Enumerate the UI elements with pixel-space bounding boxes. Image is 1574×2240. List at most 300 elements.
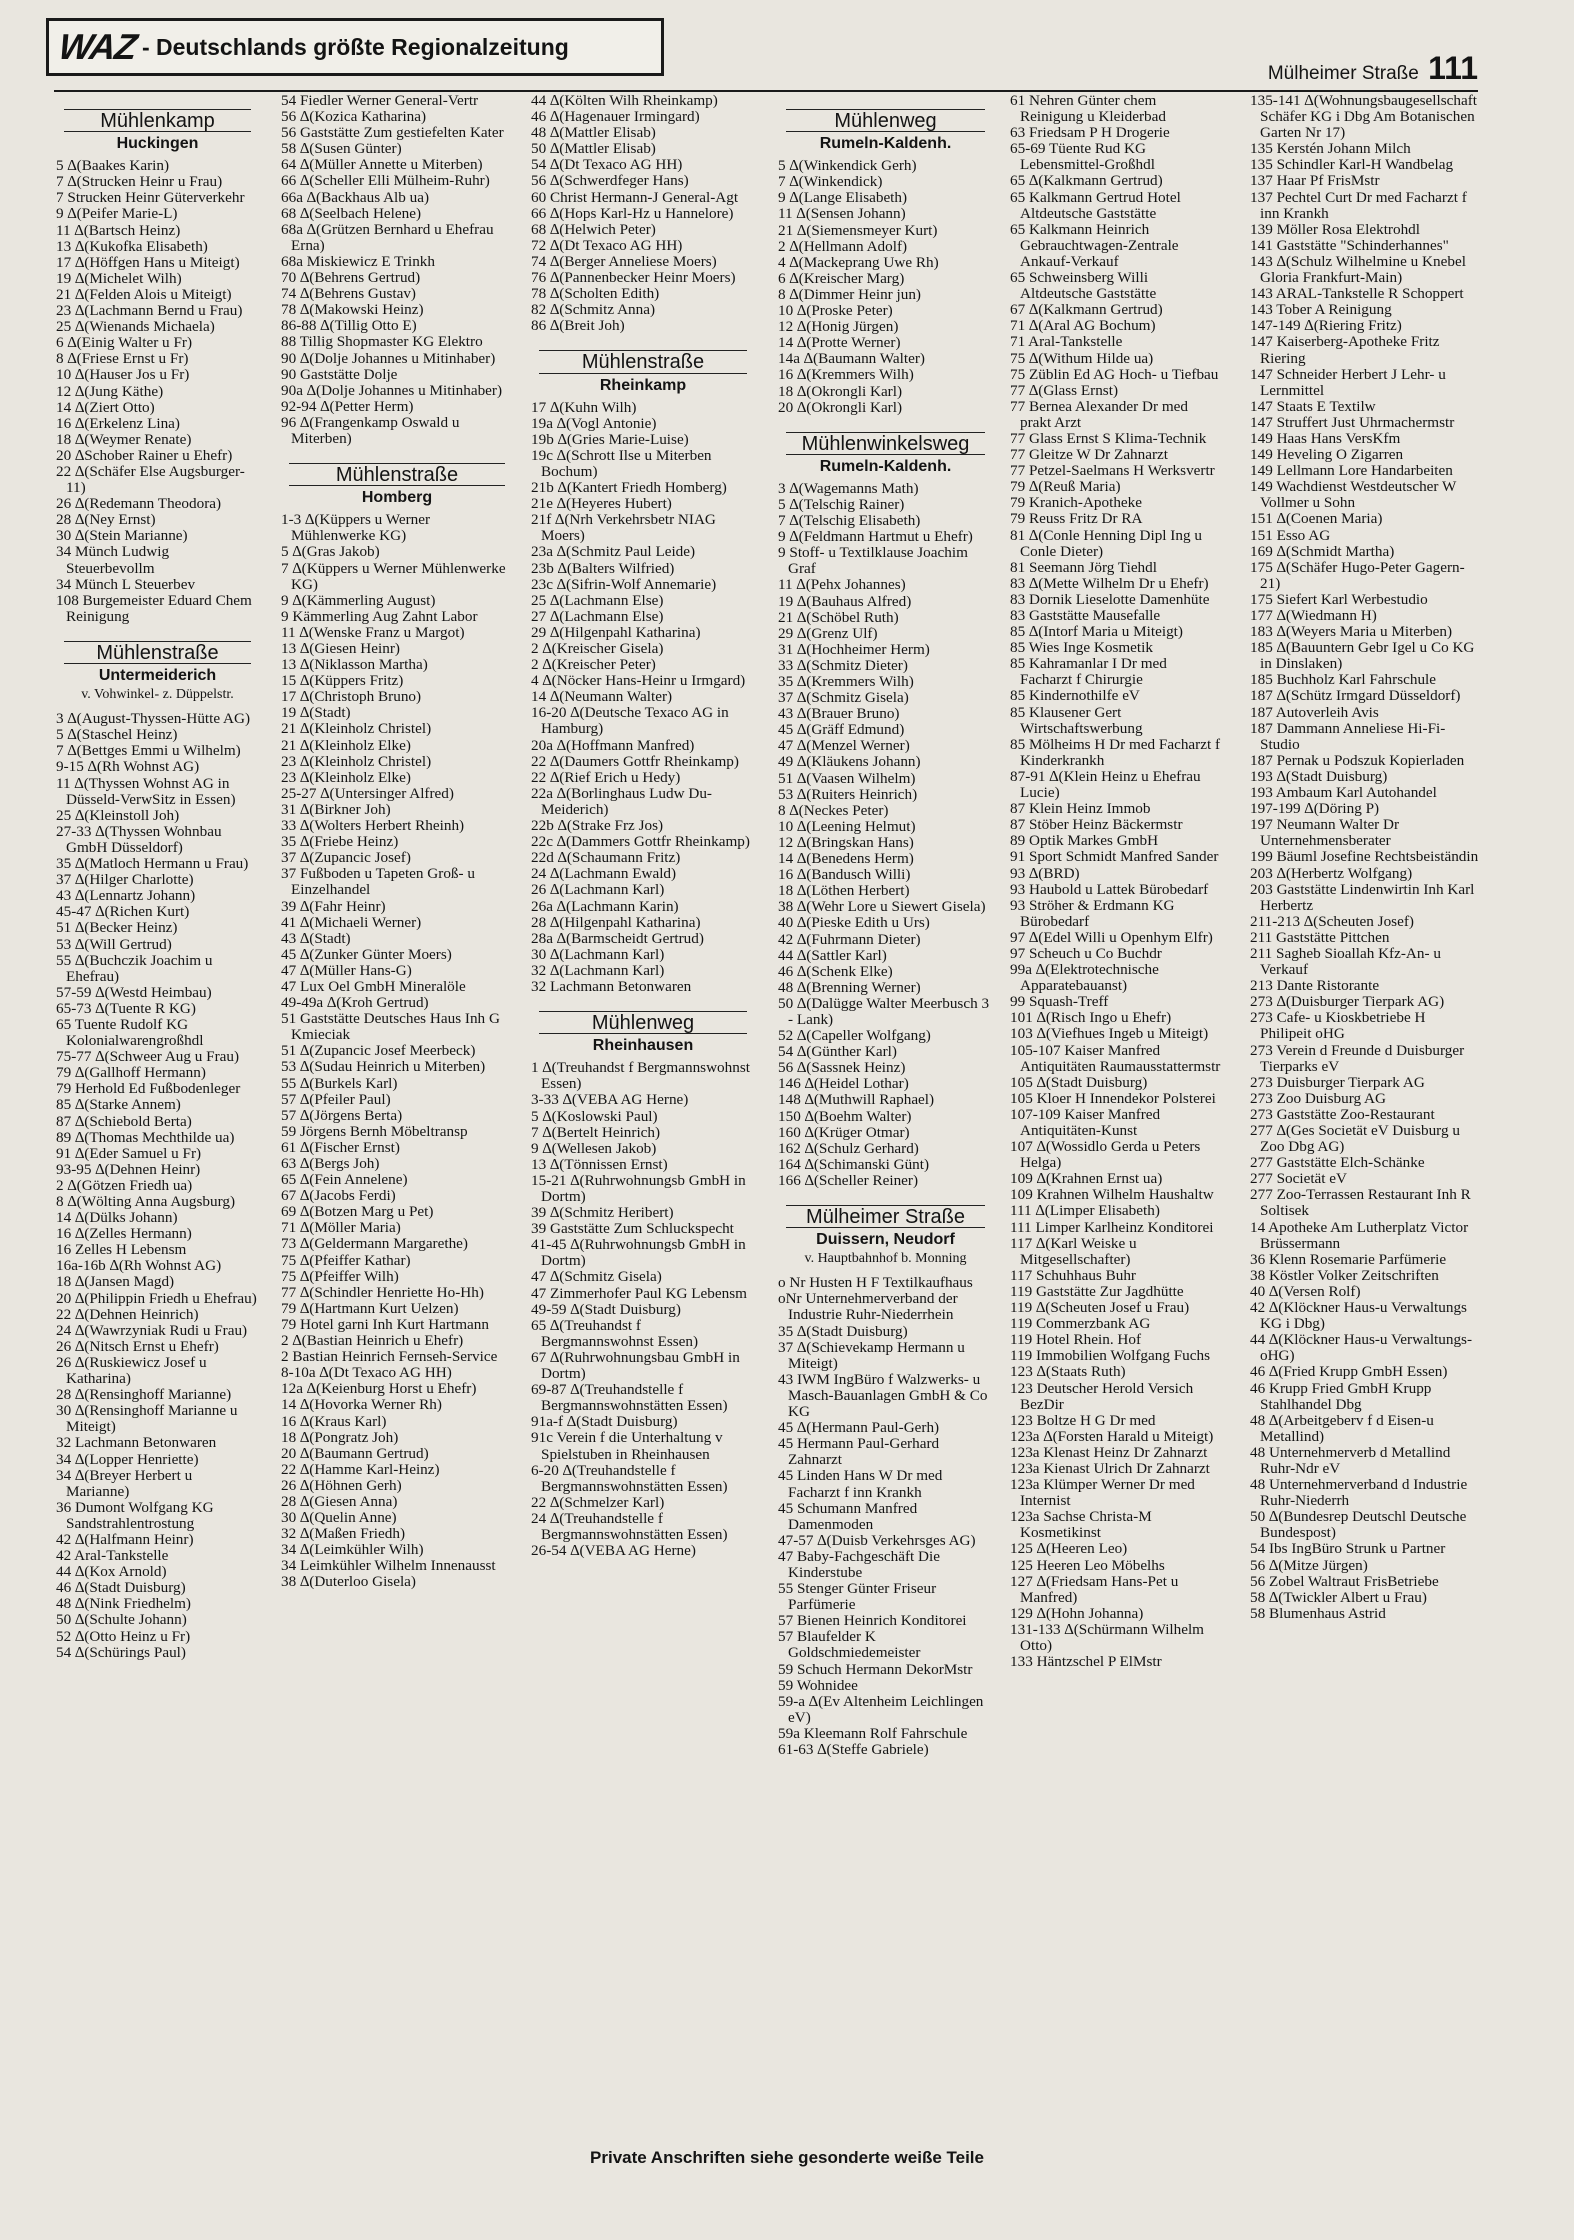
directory-entry: 67 ∆(Ruhrwohnungsbau GmbH in Dortm) (531, 1348, 744, 1383)
directory-entry: 160 ∆(Krüger Otmar) (778, 1123, 910, 1141)
directory-entry: 58 Blumenhaus Astrid (1250, 1604, 1386, 1622)
directory-entry: 22 ∆(Schmelzer Karl) (531, 1493, 665, 1511)
directory-entry: 149 Lellmann Lore Handarbeiten (1250, 462, 1453, 480)
directory-entry: 45 ∆(Hermann Paul-Gerh) (778, 1419, 940, 1437)
directory-entry: 34 Leimkühler Wilhelm Innenausst (281, 1557, 496, 1575)
directory-entry: 88 Tillig Shopmaster KG Elektro (281, 333, 483, 351)
directory-entry: 30 ∆(Stein Marianne) (56, 527, 188, 545)
directory-entry: 5 ∆(Winkendick Gerh) (778, 157, 917, 175)
directory-entry: 75 Züblin Ed AG Hoch- u Tiefbau (1010, 365, 1219, 383)
directory-entry: 46 ∆(Hagenauer Irmingard) (531, 108, 700, 126)
street-heading: Mühlenstraße (539, 350, 747, 373)
directory-entry: 14 ∆(Protte Werner) (778, 334, 901, 352)
directory-entry: 79 Hotel garni Inh Kurt Hartmann (281, 1315, 489, 1333)
directory-entry: 273 Zoo Duisburg AG (1250, 1089, 1386, 1107)
directory-entry: 57 ∆(Pfeiler Paul) (281, 1090, 391, 1108)
directory-entry: 55 ∆(Burkels Karl) (281, 1074, 398, 1092)
directory-entry: 31 ∆(Hochheimer Herm) (778, 640, 930, 658)
directory-entry: 58 ∆(Twickler Albert u Frau) (1250, 1588, 1427, 1606)
street-heading: Mühlenweg (786, 109, 985, 132)
directory-entry: 35 ∆(Matloch Hermann u Frau) (56, 855, 249, 873)
directory-entry: 79 Kranich-Apotheke (1010, 494, 1143, 512)
directory-entry: 277 ∆(Ges Societät eV Duisburg u Zoo Dbg AG) (1250, 1122, 1464, 1156)
directory-entry: 146 ∆(Heidel Lothar) (778, 1075, 909, 1093)
directory-entry: 39 Gaststätte Zum Schluckspecht (531, 1220, 734, 1238)
directory-entry: 87 Stöber Heinz Bäckermstr (1010, 816, 1183, 834)
directory-entry: 34 Münch Ludwig Steuerbevollm (56, 543, 173, 577)
directory-entry: 28 ∆(Rensinghoff Marianne) (56, 1386, 232, 1404)
directory-entry: 19 ∆(Bauhaus Alfred) (778, 592, 912, 610)
directory-entry: 117 Schuhhaus Buhr (1010, 1266, 1136, 1284)
directory-entry: 211 Gaststätte Pittchen (1250, 928, 1390, 946)
directory-entry: 17 ∆(Kuhn Wilh) (531, 398, 637, 416)
directory-entry: 50 ∆(Schulte Johann) (56, 1611, 187, 1629)
directory-entry: 123 ∆(Staats Ruth) (1010, 1363, 1126, 1381)
directory-entry: 108 Burgemeister Eduard Chem Reinigung (56, 591, 256, 625)
directory-entry: 16a-16b ∆(Rh Wohnst AG) (56, 1257, 222, 1275)
directory-entry: 68 ∆(Seelbach Helene) (281, 204, 422, 222)
directory-entry: 75-77 ∆(Schweer Aug u Frau) (56, 1048, 240, 1066)
directory-entry: 133 Häntzschel P ElMstr (1010, 1653, 1162, 1671)
directory-entry: 93-95 ∆(Dehnen Heinr) (56, 1160, 201, 1178)
directory-entry: 79 Herhold Ed Fußbodenleger (56, 1080, 241, 1098)
directory-entry: 14 ∆(Neumann Walter) (531, 688, 673, 706)
directory-entry: 40 ∆(Pieske Edith u Urs) (778, 914, 930, 932)
directory-entry: 68a Miskiewicz E Trinkh (281, 252, 435, 270)
directory-entry: 24 ∆(Treuhandstelle f Bergmannswohnstätten Essen) (531, 1509, 728, 1543)
directory-entry: 34 ∆(Leimkühler Wilh) (281, 1541, 424, 1559)
directory-entry: 32 Lachmann Betonwaren (56, 1434, 217, 1452)
directory-entry: 59a Kleemann Rolf Fahrschule (778, 1724, 968, 1742)
directory-entry: 50 ∆(Bundesrep Deutschl Deutsche Bundespost) (1250, 1508, 1471, 1542)
directory-entry: 8 ∆(Dimmer Heinr jun) (778, 285, 921, 303)
directory-entry: 7 ∆(Strucken Heinr u Frau) (56, 173, 223, 191)
directory-entry: 56 Zobel Waltraut FrisBetriebe (1250, 1572, 1439, 1590)
directory-entry: 44 ∆(Klöckner Haus-u Verwaltungs-oHG) (1250, 1331, 1473, 1365)
directory-entry: 22 ∆(Rief Erich u Hedy) (531, 768, 681, 786)
directory-entry: 37 ∆(Schievekamp Hermann u Miteigt) (778, 1338, 969, 1372)
directory-entry: 22c ∆(Dammers Gottfr Rheinkamp) (531, 833, 750, 851)
directory-entry: 49 ∆(Kläukens Johann) (778, 753, 921, 771)
directory-entry: 166 ∆(Scheller Reiner) (778, 1171, 919, 1189)
directory-entry: 16-20 ∆(Deutsche Texaco AG in Hamburg) (531, 704, 733, 738)
directory-entry: 20 ∆(Philippin Friedh u Ehefrau) (56, 1289, 257, 1307)
directory-entry: 87-91 ∆(Klein Heinz u Ehefrau Lucie) (1010, 767, 1205, 802)
directory-entry: 16 ∆(Kremmers Wilh) (778, 366, 914, 384)
directory-entry: 59 Jörgens Bernh Möbeltransp (281, 1122, 468, 1140)
directory-entry: 57 Bienen Heinrich Konditorei (778, 1612, 967, 1630)
directory-entry: 39 ∆(Fahr Heinr) (281, 897, 386, 915)
directory-entry: 53 ∆(Will Gertrud) (56, 935, 172, 953)
directory-entry: 90a ∆(Dolje Johannes u Mitinhaber) (281, 381, 503, 399)
directory-entry: 27-33 ∆(Thyssen Wohnbau GmbH Düsseldorf) (56, 822, 226, 856)
directory-entry: 20a ∆(Hoffmann Manfred) (531, 736, 695, 754)
directory-entry: 22 ∆(Dehnen Heinrich) (56, 1305, 199, 1323)
directory-entry: 23c ∆(Sifrin-Wolf Annemarie) (531, 575, 717, 593)
directory-entry: 33 ∆(Wolters Herbert Rheinh) (281, 817, 465, 835)
directory-entry: 54 ∆(Schürings Paul) (56, 1643, 186, 1661)
directory-entry: 32 ∆(Maßen Friedh) (281, 1525, 406, 1543)
directory-entry: 44 ∆(Kox Arnold) (56, 1563, 167, 1581)
directory-entry: 12 ∆(Bringskan Hans) (778, 833, 914, 851)
directory-entry: 68 ∆(Helwich Peter) (531, 220, 656, 238)
directory-entry: 67 ∆(Jacobs Ferdi) (281, 1187, 396, 1205)
directory-entry: 193 Ambaum Karl Autohandel (1250, 784, 1437, 802)
directory-entry: 75 ∆(Pfeiffer Wilh) (281, 1267, 399, 1285)
directory-entry: 42 ∆(Klöckner Haus-u Verwaltungs KG i Dbg) (1250, 1299, 1471, 1333)
directory-entry: 11 ∆(Thyssen Wohnst AG in Düsseld-VerwSitz in Essen) (56, 774, 236, 808)
directory-entry: 10 ∆(Leening Helmut) (778, 817, 916, 835)
directory-entry: 86 ∆(Breit Joh) (531, 317, 625, 335)
directory-entry: 5 ∆(Telschig Rainer) (778, 495, 905, 513)
column-3 (531, 93, 755, 1559)
directory-entry: 35 ∆(Friebe Heinz) (281, 833, 399, 851)
directory-entry: 65 ∆(Kalkmann Gertrud) (1010, 172, 1163, 190)
directory-entry: 8 ∆(Friese Ernst u Fr) (56, 350, 189, 368)
directory-entry: 9-15 ∆(Rh Wohnst AG) (56, 758, 200, 776)
directory-entry: 149 Wachdienst Westdeutscher W Vollmer u Sohn (1250, 478, 1460, 512)
directory-entry: 91a-f ∆(Stadt Duisburg) (531, 1413, 678, 1431)
directory-entry: 67 ∆(Kalkmann Gertrud) (1010, 301, 1163, 319)
directory-entry: 11 ∆(Sensen Johann) (778, 205, 906, 223)
page-header (1268, 50, 1478, 87)
directory-entry: 119 Hotel Rhein. Hof (1010, 1331, 1142, 1349)
directory-entry: 17 ∆(Höffgen Hans u Miteigt) (56, 253, 240, 271)
district-heading: Homberg (361, 489, 433, 507)
directory-entry: 26 ∆(Redemann Theodora) (56, 495, 222, 513)
directory-entry: 63 ∆(Bergs Joh) (281, 1155, 380, 1172)
district-heading: Rheinhausen (592, 1037, 694, 1055)
directory-entry: 19c ∆(Schrott Ilse u Miterben Bochum) (531, 446, 716, 480)
directory-entry: 46 Krupp Fried GmbH Krupp Stahlhandel Dbg (1250, 1379, 1436, 1413)
directory-entry: 53 ∆(Sudau Heinrich u Miterben) (281, 1058, 486, 1076)
directory-entry: 162 ∆(Schulz Gerhard) (778, 1139, 919, 1157)
directory-entry: 43 IWM IngBüro f Walzwerks- u Masch-Bauanlagen GmbH & Co KG (778, 1370, 992, 1421)
directory-entry: 65 Kalkmann Heinrich Gebrauchtwagen-Zentrale Ankauf-Verkauf (1010, 220, 1182, 270)
directory-entry: 119 Gaststätte Zur Jagdhütte (1010, 1282, 1184, 1300)
directory-entry: 123a Klümper Werner Dr med Internist (1010, 1476, 1199, 1510)
directory-entry: 25 ∆(Lachmann Else) (531, 591, 664, 609)
directory-entry: 183 ∆(Weyers Maria u Miterben) (1250, 623, 1453, 641)
directory-entry: 99 Squash-Treff (1010, 993, 1109, 1011)
street-range-note: v. Vohwinkel- z. Düppelstr. (81, 687, 234, 703)
waz-logo: WAZ (56, 26, 139, 67)
directory-entry: 77 ∆(Glass Ernst) (1010, 381, 1118, 399)
directory-entry: 46 ∆(Fried Krupp GmbH Essen) (1250, 1363, 1448, 1381)
directory-entry: 23 ∆(Lachmann Bernd u Frau) (56, 302, 243, 320)
directory-entry: 8 ∆(Neckes Peter) (778, 801, 889, 819)
directory-entry: 49-59 ∆(Stadt Duisburg) (531, 1300, 681, 1318)
directory-entry: 2 ∆(Götzen Friedh ua) (56, 1176, 193, 1194)
directory-entry: 85 ∆(Intorf Maria u Miteigt) (1010, 623, 1183, 641)
directory-entry: 187 Pernak u Podszuk Kopierladen (1250, 751, 1465, 769)
directory-entry: 13 ∆(Niklasson Martha) (281, 656, 428, 674)
directory-entry: 48 ∆(Arbeitgeberv f d Eisen-u Metallind) (1250, 1411, 1438, 1445)
directory-entry: 91 Sport Schmidt Manfred Sander (1010, 848, 1219, 866)
directory-entry: 65 ∆(Treuhandst f Bergmannswohnst Essen) (531, 1316, 699, 1350)
directory-entry: 90 ∆(Dolje Johannes u Mitinhaber) (281, 349, 496, 367)
directory-entry: 85 Wies Inge Kosmetik (1010, 639, 1153, 657)
directory-entry: 91c Verein f die Unterhaltung v Spielstuben in Rheinhausen (531, 1429, 727, 1463)
directory-entry: 56 ∆(Sassnek Heinz) (778, 1059, 906, 1077)
column-6 (1250, 93, 1480, 1622)
directory-entry: 143 ARAL-Tankstelle R Schoppert (1250, 285, 1464, 303)
directory-entry: 109 Krahnen Wilhelm Haushaltw (1010, 1186, 1214, 1204)
directory-entry: 54 ∆(Dt Texaco AG HH) (531, 156, 683, 174)
directory-entry: 125 ∆(Heeren Leo) (1010, 1540, 1128, 1558)
directory-entry: 87 ∆(Schiebold Berta) (56, 1112, 192, 1130)
directory-entry: 277 Zoo-Terrassen Restaurant Inh R Soltisek (1250, 1186, 1475, 1220)
street-heading: Mühlenwinkelsweg (786, 432, 985, 455)
directory-entry: 19a ∆(Vogl Antonie) (531, 414, 657, 432)
directory-entry: o Nr Husten H F Textilkaufhaus (778, 1274, 973, 1292)
directory-entry: 185 ∆(Bauuntern Gebr Igel u Co KG in Dinslaken) (1250, 639, 1479, 673)
directory-entry: 10 ∆(Proske Peter) (778, 302, 893, 320)
column-2 (281, 93, 513, 1591)
directory-entry: 123a ∆(Forsten Harald u Miteigt) (1010, 1427, 1214, 1445)
directory-entry: 47 Lux Oel GmbH Mineralöle (281, 977, 466, 995)
directory-entry: 41-45 ∆(Ruhrwohnungsb GmbH in Dortm) (531, 1236, 750, 1270)
directory-entry: 71 Aral-Tankstelle (1010, 333, 1123, 351)
directory-entry: 43 ∆(Stadt) (281, 929, 351, 947)
directory-entry: 37 ∆(Schmitz Gisela) (778, 689, 909, 707)
directory-entry: 139 Möller Rosa Elektrohdl (1250, 220, 1420, 238)
directory-entry: 32 ∆(Lachmann Karl) (531, 961, 665, 979)
directory-entry: 7 ∆(Bettges Emmi u Wilhelm) (56, 742, 241, 760)
directory-entry: 50 ∆(Mattler Elisab) (531, 140, 656, 158)
directory-entry: 28 ∆(Ney Ernst) (56, 511, 156, 529)
directory-entry: 19 ∆(Michelet Wilh) (56, 269, 182, 287)
directory-entry: 57 ∆(Jörgens Berta) (281, 1106, 403, 1124)
directory-entry: 45 ∆(Gräff Edmund) (778, 721, 905, 739)
directory-entry: 211-213 ∆(Scheuten Josef) (1250, 912, 1414, 930)
directory-entry: 119 ∆(Scheuten Josef u Frau) (1010, 1299, 1190, 1317)
directory-entry: 8 ∆(Wölting Anna Augsburg) (56, 1193, 236, 1210)
directory-entry: 149 Heveling O Zigarren (1250, 446, 1404, 464)
directory-entry: 105 ∆(Stadt Duisburg) (1010, 1073, 1148, 1091)
directory-entry: 3 ∆(Wagemanns Math) (778, 479, 919, 497)
directory-entry: 47 Zimmerhofer Paul KG Lebensm (531, 1284, 747, 1302)
directory-entry: 13 ∆(Giesen Heinr) (281, 640, 400, 657)
directory-entry: 96 ∆(Frangenkamp Oswald u Miterben) (281, 413, 464, 447)
directory-entry: 65 Tuente Rudolf KG Kolonialwarengroßhdl (56, 1015, 204, 1050)
directory-entry: 5 ∆(Gras Jakob) (281, 543, 380, 561)
directory-entry: 83 Dornik Lieselotte Damenhüte (1010, 590, 1210, 608)
directory-entry: 93 Haubold u Lattek Bürobedarf (1010, 880, 1209, 898)
directory-entry: 29 ∆(Hilgenpahl Katharina) (531, 623, 701, 641)
directory-entry: 143 ∆(Schulz Wilhelmine u Knebel Gloria Frankfurt-Main) (1250, 252, 1470, 287)
directory-entry: 26a ∆(Lachmann Karin) (531, 897, 679, 915)
directory-entry: 21 ∆(Kleinholz Elke) (281, 736, 411, 754)
directory-entry: 16 ∆(Erkelenz Lina) (56, 414, 180, 432)
directory-entry: 135 Kerstén Johann Milch (1250, 140, 1411, 158)
directory-entry: 78 ∆(Scholten Edith) (531, 285, 660, 303)
directory-entry: 71 ∆(Möller Maria) (281, 1219, 401, 1237)
directory-entry: 7 Strucken Heinr Güterverkehr (56, 189, 245, 207)
directory-entry: 25 ∆(Kleinstoll Joh) (56, 806, 180, 824)
directory-entry: 91 ∆(Eder Samuel u Fr) (56, 1144, 202, 1162)
masthead (46, 18, 664, 76)
directory-entry: 4 ∆(Mackeprang Uwe Rh) (778, 253, 939, 271)
directory-entry: 38 ∆(Wehr Lore u Siewert Gisela) (778, 898, 986, 916)
directory-entry: 123a Kienast Ulrich Dr Zahnarzt (1010, 1459, 1210, 1477)
directory-entry: 277 Societät eV (1250, 1170, 1348, 1188)
directory-entry: 68a ∆(Grützen Bernhard u Ehefrau Erna) (281, 220, 498, 254)
directory-entry: 28 ∆(Hilgenpahl Katharina) (531, 913, 701, 931)
directory-entry: 61-63 ∆(Steffe Gabriele) (778, 1741, 929, 1758)
directory-entry: 30 ∆(Lachmann Karl) (531, 945, 665, 963)
directory-entry: 111 Limper Karlheinz Konditorei (1010, 1218, 1214, 1236)
directory-entry: 54 ∆(Günther Karl) (778, 1043, 897, 1061)
directory-entry: 4 ∆(Nöcker Hans-Heinr u Irmgard) (531, 672, 746, 690)
directory-entry: 82 ∆(Schmitz Anna) (531, 301, 656, 319)
street-heading: Mühlenstraße (64, 641, 251, 664)
street-range-note: v. Hauptbahnhof b. Monning (804, 1251, 967, 1267)
directory-entry: 26 ∆(Ruskiewicz Josef u Katharina) (56, 1353, 211, 1388)
directory-entry: 37 ∆(Hilger Charlotte) (56, 871, 194, 889)
directory-entry: 18 ∆(Pongratz Joh) (281, 1428, 399, 1446)
directory-entry: 25-27 ∆(Untersinger Alfred) (281, 784, 454, 802)
directory-entry: 12a ∆(Keienburg Horst u Ehefr) (281, 1380, 477, 1398)
directory-entry: 164 ∆(Schimanski Günt) (778, 1155, 930, 1173)
directory-entry: 56 Gaststätte Zum gestiefelten Kater (281, 124, 504, 142)
directory-entry: 74 ∆(Behrens Gustav) (281, 285, 416, 303)
directory-entry: 77 Bernea Alexander Dr med prakt Arzt (1010, 397, 1192, 431)
directory-entry: 19 ∆(Stadt) (281, 704, 351, 722)
directory-entry: 85 ∆(Starke Annem) (56, 1096, 181, 1114)
directory-entry: 30 ∆(Rensinghoff Marianne u Miteigt) (56, 1402, 242, 1436)
directory-entry: 49-49a ∆(Kroh Gertrud) (281, 994, 429, 1012)
district-heading: Duissern, Neudorf (816, 1231, 955, 1249)
directory-entry: 2 ∆(Hellmann Adolf) (778, 237, 908, 255)
directory-entry: 58 ∆(Susen Günter) (281, 140, 402, 158)
directory-entry: 27 ∆(Lachmann Else) (531, 607, 664, 625)
directory-entry: 77 Gleitze W Dr Zahnarzt (1010, 446, 1168, 464)
directory-entry: 185 Buchholz Karl Fahrschule (1250, 671, 1437, 689)
directory-entry: 151 Esso AG (1250, 526, 1331, 544)
directory-entry: 90 Gaststätte Dolje (281, 365, 398, 383)
directory-entry: 10 ∆(Hauser Jos u Fr) (56, 366, 190, 384)
directory-entry: 147 Schneider Herbert J Lehr- u Lernmittel (1250, 365, 1450, 399)
directory-entry: 39 ∆(Schmitz Heribert) (531, 1204, 674, 1222)
directory-entry: 47 Baby-Fachgeschäft Die Kinderstube (778, 1547, 944, 1581)
directory-entry: 45 ∆(Zunker Günter Moers) (281, 945, 452, 963)
directory-entry: 52 ∆(Capeller Wolfgang) (778, 1027, 931, 1045)
directory-entry: 85 Kahramanlar I Dr med Facharzt f Chirurgie (1010, 655, 1171, 689)
directory-entry: 77 Glass Ernst S Klima-Technik (1010, 429, 1207, 447)
directory-entry: 35 ∆(Stadt Duisburg) (778, 1322, 908, 1340)
directory-entry: 16 ∆(Bandusch Willi) (778, 866, 911, 884)
directory-entry: 12 ∆(Jung Käthe) (56, 382, 164, 400)
district-heading: Rumeln-Kaldenh. (819, 135, 952, 153)
directory-entry: 66 ∆(Scheller Elli Mülheim-Ruhr) (281, 172, 490, 190)
directory-entry: 105 Kloer H Innendekor Polsterei (1010, 1089, 1216, 1107)
directory-entry: 59 Schuch Hermann DekorMstr (778, 1660, 973, 1678)
directory-entry: 32 Lachmann Betonwaren (531, 977, 692, 995)
page-section: Mülheimer Straße (1267, 63, 1419, 84)
directory-entry: 56 ∆(Schwerdfeger Hans) (531, 172, 689, 190)
directory-entry: 21 ∆(Kleinholz Christel) (281, 720, 432, 738)
street-heading: Mühlenstraße (289, 463, 505, 486)
directory-entry: 45 Schumann Manfred Damenmoden (778, 1499, 921, 1533)
directory-entry: 48 Unternehmerverb d Metallind Ruhr-Ndr eV (1250, 1443, 1455, 1477)
directory-entry: 18 ∆(Jansen Magd) (56, 1273, 175, 1291)
directory-entry: 12 ∆(Honig Jürgen) (778, 318, 899, 336)
directory-entry: 9 ∆(Lange Elisabeth) (778, 189, 908, 207)
directory-entry: 48 ∆(Brenning Werner) (778, 978, 921, 996)
directory-entry: 34 ∆(Lopper Henriette) (56, 1450, 199, 1468)
directory-entry: 45-47 ∆(Richen Kurt) (56, 903, 190, 921)
directory-entry: 99a ∆(Elektrotechnische Apparatebauanst) (1010, 961, 1162, 995)
directory-entry: 83 ∆(Mette Wilhelm Dr u Ehefr) (1010, 574, 1209, 592)
directory-entry: 7 ∆(Telschig Elisabeth) (778, 512, 921, 530)
directory-entry: 16 ∆(Zelles Hermann) (56, 1225, 192, 1243)
directory-entry: 16 ∆(Kraus Karl) (281, 1412, 387, 1430)
directory-entry: 9 ∆(Kämmerling August) (281, 591, 436, 609)
directory-entry: 101 ∆(Risch Ingo u Ehefr) (1010, 1009, 1172, 1027)
directory-entry: 123a Klenast Heinz Dr Zahnarzt (1010, 1443, 1208, 1461)
directory-entry: 65 ∆(Fein Annelene) (281, 1171, 408, 1189)
directory-entry: 141 Gaststätte "Schinderhannes" (1250, 236, 1449, 254)
directory-entry: 38 ∆(Duterloo Gisela) (281, 1573, 416, 1591)
district-heading: Untermeiderich (98, 667, 217, 684)
directory-entry: 11 ∆(Wenske Franz u Margot) (281, 623, 465, 641)
directory-entry: 137 Haar Pf FrisMstr (1250, 172, 1380, 190)
directory-entry: 2 ∆(Kreischer Gisela) (531, 640, 664, 657)
directory-entry: 5 ∆(Baakes Karin) (56, 157, 170, 175)
directory-entry: 23b ∆(Balters Wilfried) (531, 559, 675, 577)
directory-entry: 187 Autoverleih Avis (1250, 703, 1379, 721)
directory-entry: 3 ∆(August-Thyssen-Hütte AG) (56, 710, 251, 728)
directory-entry: 135-141 ∆(Wohnungsbaugesellschaft Schäfer KG i Dbg Am Botanischen Garten Nr 17) (1250, 92, 1481, 142)
directory-entry: 22d ∆(Schaumann Fritz) (531, 849, 681, 867)
directory-entry: 175 ∆(Schäfer Hugo-Peter Gagern-21) (1250, 558, 1465, 592)
directory-entry: 13 ∆(Tönnissen Ernst) (531, 1155, 668, 1173)
directory-entry: 273 Verein d Freunde d Duisburger Tierparks eV (1250, 1041, 1468, 1075)
directory-entry: 273 Duisburger Tierpark AG (1250, 1073, 1425, 1091)
directory-entry: 5 ∆(Koslowski Paul) (531, 1107, 658, 1125)
directory-entry: 66a ∆(Backhaus Alb ua) (281, 188, 430, 206)
directory-entry: 38 Köstler Volker Zeitschriften (1250, 1266, 1439, 1284)
directory-entry: 9 ∆(Wellesen Jakob) (531, 1139, 657, 1157)
directory-entry: 25 ∆(Wienands Michaela) (56, 318, 215, 336)
directory-entry: 72 ∆(Dt Texaco AG HH) (531, 236, 683, 254)
directory-entry: 197-199 ∆(Döring P) (1250, 800, 1380, 818)
directory-entry: 28a ∆(Barmscheidt Gertrud) (531, 929, 704, 947)
directory-entry: 9 Kämmerling Aug Zahnt Labor (281, 607, 478, 625)
directory-entry: 36 Klenn Rosemarie Parfümerie (1250, 1250, 1447, 1268)
directory-entry: 51 ∆(Vaasen Wilhelm) (778, 769, 916, 787)
directory-entry: 81 ∆(Conle Henning Dipl Ing u Conle Dieter) (1010, 526, 1206, 560)
directory-entry: 83 Gaststätte Mausefalle (1010, 607, 1161, 624)
directory-entry: 71 ∆(Aral AG Bochum) (1010, 317, 1156, 335)
directory-entry: 9 ∆(Feldmann Hartmut u Ehefr) (778, 528, 973, 546)
directory-entry: 56 ∆(Mitze Jürgen) (1250, 1556, 1368, 1574)
directory-entry: 75 ∆(Pfeiffer Kathar) (281, 1251, 411, 1269)
directory-entry: 129 ∆(Hohn Johanna) (1010, 1604, 1144, 1622)
directory-entry: 6-20 ∆(Treuhandstelle f Bergmannswohnstätten Essen) (531, 1461, 728, 1495)
directory-entry: 131-133 ∆(Schürmann Wilhelm Otto) (1010, 1620, 1208, 1654)
directory-entry: 85 Klausener Gert Wirtschaftswerbung (1010, 703, 1143, 737)
directory-entry: 14 Apotheke Am Lutherplatz Victor Brüssermann (1250, 1218, 1472, 1252)
directory-entry: 123 Deutscher Herold Versich BezDir (1010, 1379, 1197, 1413)
directory-entry: 21 ∆(Schöbel Ruth) (778, 608, 899, 626)
directory-entry: 143 Tober A Reinigung (1250, 301, 1392, 319)
directory-entry: 44 ∆(Költen Wilh Rheinkamp) (531, 92, 718, 109)
directory-entry: 65-73 ∆(Tuente R KG) (56, 999, 196, 1017)
directory-entry: 123a Sachse Christa-M Kosmetikinst (1010, 1508, 1156, 1542)
directory-entry: 23 ∆(Kleinholz Christel) (281, 752, 432, 770)
